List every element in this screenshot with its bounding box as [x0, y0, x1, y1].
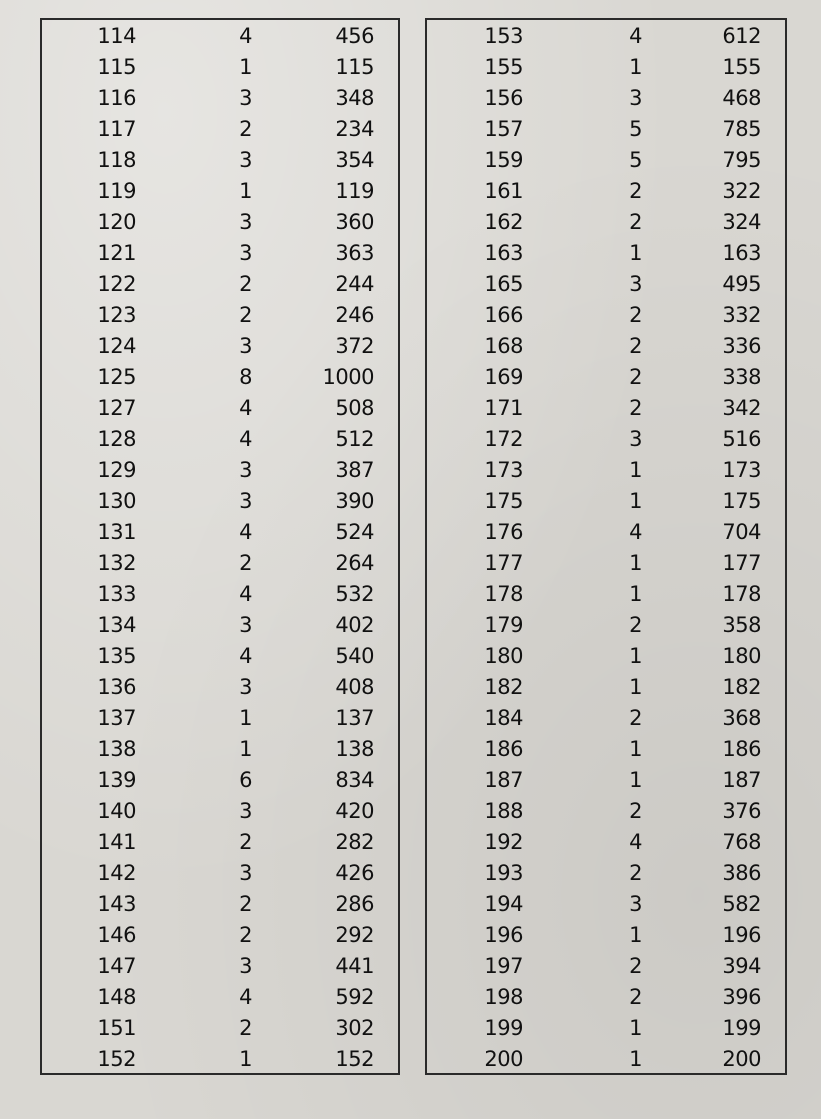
table-cell: 516	[722, 427, 761, 451]
table-cell: 116	[97, 86, 136, 110]
table-cell: 3	[239, 334, 252, 358]
table-row	[427, 858, 785, 889]
table-cell: 1000	[322, 365, 374, 389]
table-row	[42, 486, 398, 517]
table-row	[427, 83, 785, 114]
table-cell: 200	[484, 1047, 523, 1071]
table-row	[427, 517, 785, 548]
table-row	[427, 269, 785, 300]
table-row	[42, 982, 398, 1013]
table-cell: 8	[239, 365, 252, 389]
table-row	[427, 889, 785, 920]
table-cell: 138	[97, 737, 136, 761]
table-cell: 532	[335, 582, 374, 606]
left-table	[40, 18, 400, 1075]
table-row	[427, 455, 785, 486]
table-cell: 143	[97, 892, 136, 916]
table-row	[427, 920, 785, 951]
table-cell: 187	[484, 768, 523, 792]
table-row	[42, 238, 398, 269]
table-row	[42, 641, 398, 672]
table-row	[427, 982, 785, 1013]
table-cell: 768	[722, 830, 761, 854]
table-cell: 495	[722, 272, 761, 296]
table-cell: 196	[484, 923, 523, 947]
table-cell: 282	[335, 830, 374, 854]
table-cell: 166	[484, 303, 523, 327]
table-cell: 524	[335, 520, 374, 544]
table-row	[42, 517, 398, 548]
table-cell: 1	[629, 551, 642, 575]
table-cell: 1	[629, 241, 642, 265]
table-row	[427, 1013, 785, 1044]
table-row	[427, 238, 785, 269]
table-cell: 394	[722, 954, 761, 978]
table-cell: 129	[97, 458, 136, 482]
table-cell: 612	[722, 24, 761, 48]
table-cell: 387	[335, 458, 374, 482]
table-cell: 151	[97, 1016, 136, 1040]
table-cell: 2	[239, 892, 252, 916]
table-row	[427, 114, 785, 145]
table-cell: 264	[335, 551, 374, 575]
table-cell: 456	[335, 24, 374, 48]
table-cell: 785	[722, 117, 761, 141]
table-cell: 582	[722, 892, 761, 916]
table-cell: 3	[629, 892, 642, 916]
table-row	[42, 21, 398, 52]
table-cell: 123	[97, 303, 136, 327]
table-row	[427, 362, 785, 393]
table-cell: 157	[484, 117, 523, 141]
left-table-rows	[42, 20, 398, 1075]
table-cell: 3	[239, 675, 252, 699]
table-cell: 363	[335, 241, 374, 265]
table-row	[42, 176, 398, 207]
table-cell: 3	[239, 613, 252, 637]
table-cell: 1	[629, 1016, 642, 1040]
table-cell: 186	[484, 737, 523, 761]
table-row	[427, 1044, 785, 1075]
table-cell: 119	[335, 179, 374, 203]
table-cell: 592	[335, 985, 374, 1009]
table-cell: 161	[484, 179, 523, 203]
table-cell: 135	[97, 644, 136, 668]
table-cell: 408	[335, 675, 374, 699]
table-row	[42, 858, 398, 889]
table-cell: 2	[629, 179, 642, 203]
table-row	[427, 641, 785, 672]
table-cell: 188	[484, 799, 523, 823]
table-cell: 1	[629, 737, 642, 761]
table-cell: 4	[629, 830, 642, 854]
table-cell: 336	[722, 334, 761, 358]
table-cell: 115	[335, 55, 374, 79]
table-row	[427, 610, 785, 641]
table-cell: 372	[335, 334, 374, 358]
table-row	[42, 455, 398, 486]
table-cell: 136	[97, 675, 136, 699]
table-cell: 163	[722, 241, 761, 265]
table-cell: 2	[629, 365, 642, 389]
table-cell: 390	[335, 489, 374, 513]
table-cell: 386	[722, 861, 761, 885]
table-cell: 2	[629, 210, 642, 234]
table-cell: 441	[335, 954, 374, 978]
table-cell: 173	[484, 458, 523, 482]
table-cell: 246	[335, 303, 374, 327]
table-row	[42, 548, 398, 579]
table-cell: 2	[629, 396, 642, 420]
table-row	[42, 734, 398, 765]
table-cell: 1	[629, 458, 642, 482]
table-row	[42, 52, 398, 83]
table-cell: 156	[484, 86, 523, 110]
table-cell: 128	[97, 427, 136, 451]
table-cell: 368	[722, 706, 761, 730]
table-cell: 193	[484, 861, 523, 885]
table-cell: 138	[335, 737, 374, 761]
table-row	[42, 362, 398, 393]
table-row	[427, 827, 785, 858]
table-cell: 540	[335, 644, 374, 668]
table-cell: 1	[629, 1047, 642, 1071]
table-cell: 4	[239, 396, 252, 420]
table-cell: 155	[722, 55, 761, 79]
table-cell: 2	[629, 706, 642, 730]
table-cell: 139	[97, 768, 136, 792]
table-cell: 184	[484, 706, 523, 730]
table-cell: 178	[722, 582, 761, 606]
table-row	[42, 114, 398, 145]
table-cell: 2	[239, 272, 252, 296]
table-cell: 141	[97, 830, 136, 854]
table-cell: 402	[335, 613, 374, 637]
table-cell: 2	[239, 1016, 252, 1040]
table-row	[42, 796, 398, 827]
table-cell: 3	[239, 458, 252, 482]
table-cell: 168	[484, 334, 523, 358]
table-cell: 140	[97, 799, 136, 823]
table-row	[42, 269, 398, 300]
table-row	[427, 207, 785, 238]
table-cell: 4	[239, 520, 252, 544]
table-row	[42, 610, 398, 641]
table-cell: 5	[629, 148, 642, 172]
right-table	[425, 18, 787, 1075]
table-cell: 177	[484, 551, 523, 575]
table-row	[427, 21, 785, 52]
table-cell: 2	[629, 303, 642, 327]
table-cell: 155	[484, 55, 523, 79]
table-cell: 354	[335, 148, 374, 172]
table-row	[42, 920, 398, 951]
table-cell: 152	[335, 1047, 374, 1071]
table-cell: 175	[484, 489, 523, 513]
table-row	[42, 951, 398, 982]
table-cell: 360	[335, 210, 374, 234]
table-cell: 180	[722, 644, 761, 668]
table-cell: 199	[484, 1016, 523, 1040]
table-row	[427, 176, 785, 207]
table-cell: 186	[722, 737, 761, 761]
table-cell: 175	[722, 489, 761, 513]
table-cell: 169	[484, 365, 523, 389]
table-row	[42, 424, 398, 455]
table-cell: 177	[722, 551, 761, 575]
table-cell: 194	[484, 892, 523, 916]
table-cell: 142	[97, 861, 136, 885]
table-cell: 162	[484, 210, 523, 234]
table-cell: 137	[335, 706, 374, 730]
table-cell: 342	[722, 396, 761, 420]
table-cell: 152	[97, 1047, 136, 1071]
table-row	[42, 765, 398, 796]
table-cell: 4	[239, 644, 252, 668]
table-cell: 2	[239, 117, 252, 141]
table-row	[427, 393, 785, 424]
table-row	[427, 672, 785, 703]
table-cell: 148	[97, 985, 136, 1009]
table-cell: 1	[239, 706, 252, 730]
table-row	[427, 765, 785, 796]
table-row	[42, 889, 398, 920]
table-cell: 2	[239, 551, 252, 575]
table-cell: 338	[722, 365, 761, 389]
table-cell: 187	[722, 768, 761, 792]
table-cell: 192	[484, 830, 523, 854]
table-row	[42, 1044, 398, 1075]
table-cell: 2	[629, 954, 642, 978]
table-cell: 165	[484, 272, 523, 296]
table-row	[427, 145, 785, 176]
table-cell: 1	[629, 923, 642, 947]
table-row	[42, 83, 398, 114]
table-cell: 130	[97, 489, 136, 513]
table-cell: 3	[239, 861, 252, 885]
table-cell: 134	[97, 613, 136, 637]
table-cell: 468	[722, 86, 761, 110]
table-row	[42, 827, 398, 858]
table-row	[42, 207, 398, 238]
table-cell: 1	[629, 675, 642, 699]
table-cell: 2	[239, 830, 252, 854]
table-cell: 322	[722, 179, 761, 203]
table-cell: 119	[97, 179, 136, 203]
table-row	[427, 486, 785, 517]
table-cell: 348	[335, 86, 374, 110]
table-cell: 1	[239, 55, 252, 79]
table-cell: 4	[239, 427, 252, 451]
table-cell: 176	[484, 520, 523, 544]
table-cell: 2	[239, 303, 252, 327]
table-cell: 4	[239, 985, 252, 1009]
table-cell: 3	[629, 427, 642, 451]
table-cell: 4	[629, 24, 642, 48]
table-cell: 182	[722, 675, 761, 699]
table-row	[427, 734, 785, 765]
table-cell: 2	[629, 985, 642, 1009]
table-row	[427, 331, 785, 362]
table-cell: 324	[722, 210, 761, 234]
table-cell: 512	[335, 427, 374, 451]
table-row	[427, 300, 785, 331]
table-row	[42, 300, 398, 331]
table-cell: 3	[239, 86, 252, 110]
table-cell: 1	[239, 179, 252, 203]
table-cell: 120	[97, 210, 136, 234]
table-cell: 125	[97, 365, 136, 389]
table-cell: 2	[239, 923, 252, 947]
table-cell: 244	[335, 272, 374, 296]
table-cell: 3	[239, 210, 252, 234]
table-row	[42, 703, 398, 734]
table-cell: 127	[97, 396, 136, 420]
table-cell: 396	[722, 985, 761, 1009]
table-cell: 124	[97, 334, 136, 358]
table-cell: 704	[722, 520, 761, 544]
table-cell: 1	[629, 644, 642, 668]
table-cell: 2	[629, 613, 642, 637]
table-cell: 834	[335, 768, 374, 792]
table-cell: 200	[722, 1047, 761, 1071]
table-cell: 3	[629, 272, 642, 296]
table-cell: 3	[239, 799, 252, 823]
table-cell: 1	[629, 582, 642, 606]
table-row	[427, 548, 785, 579]
table-cell: 3	[239, 954, 252, 978]
table-cell: 178	[484, 582, 523, 606]
table-cell: 180	[484, 644, 523, 668]
table-row	[42, 672, 398, 703]
table-cell: 1	[239, 737, 252, 761]
table-row	[427, 703, 785, 734]
table-cell: 3	[239, 241, 252, 265]
right-table-rows	[427, 20, 785, 1075]
table-cell: 172	[484, 427, 523, 451]
table-row	[427, 579, 785, 610]
table-cell: 4	[629, 520, 642, 544]
table-cell: 131	[97, 520, 136, 544]
table-cell: 332	[722, 303, 761, 327]
table-row	[42, 1013, 398, 1044]
table-cell: 2	[629, 334, 642, 358]
table-cell: 376	[722, 799, 761, 823]
table-cell: 286	[335, 892, 374, 916]
table-cell: 302	[335, 1016, 374, 1040]
table-cell: 198	[484, 985, 523, 1009]
table-cell: 159	[484, 148, 523, 172]
table-cell: 2	[629, 799, 642, 823]
table-cell: 426	[335, 861, 374, 885]
table-cell: 358	[722, 613, 761, 637]
table-cell: 196	[722, 923, 761, 947]
table-cell: 122	[97, 272, 136, 296]
table-row	[427, 424, 785, 455]
table-cell: 420	[335, 799, 374, 823]
table-cell: 115	[97, 55, 136, 79]
table-cell: 132	[97, 551, 136, 575]
table-row	[427, 52, 785, 83]
table-cell: 114	[97, 24, 136, 48]
table-cell: 234	[335, 117, 374, 141]
table-cell: 146	[97, 923, 136, 947]
table-cell: 1	[629, 55, 642, 79]
table-cell: 2	[629, 861, 642, 885]
table-cell: 1	[239, 1047, 252, 1071]
table-cell: 137	[97, 706, 136, 730]
table-cell: 508	[335, 396, 374, 420]
table-cell: 199	[722, 1016, 761, 1040]
table-cell: 118	[97, 148, 136, 172]
table-row	[427, 796, 785, 827]
table-cell: 3	[239, 489, 252, 513]
table-cell: 3	[239, 148, 252, 172]
table-row	[42, 579, 398, 610]
table-cell: 292	[335, 923, 374, 947]
table-row	[427, 951, 785, 982]
table-cell: 1	[629, 768, 642, 792]
table-cell: 5	[629, 117, 642, 141]
table-row	[42, 393, 398, 424]
table-cell: 182	[484, 675, 523, 699]
table-cell: 197	[484, 954, 523, 978]
table-cell: 795	[722, 148, 761, 172]
table-cell: 171	[484, 396, 523, 420]
table-cell: 4	[239, 24, 252, 48]
table-cell: 1	[629, 489, 642, 513]
table-cell: 173	[722, 458, 761, 482]
table-cell: 163	[484, 241, 523, 265]
table-cell: 147	[97, 954, 136, 978]
table-cell: 179	[484, 613, 523, 637]
table-cell: 153	[484, 24, 523, 48]
table-row	[42, 331, 398, 362]
table-cell: 133	[97, 582, 136, 606]
table-cell: 121	[97, 241, 136, 265]
table-cell: 117	[97, 117, 136, 141]
table-cell: 3	[629, 86, 642, 110]
table-row	[42, 145, 398, 176]
table-cell: 4	[239, 582, 252, 606]
table-cell: 6	[239, 768, 252, 792]
